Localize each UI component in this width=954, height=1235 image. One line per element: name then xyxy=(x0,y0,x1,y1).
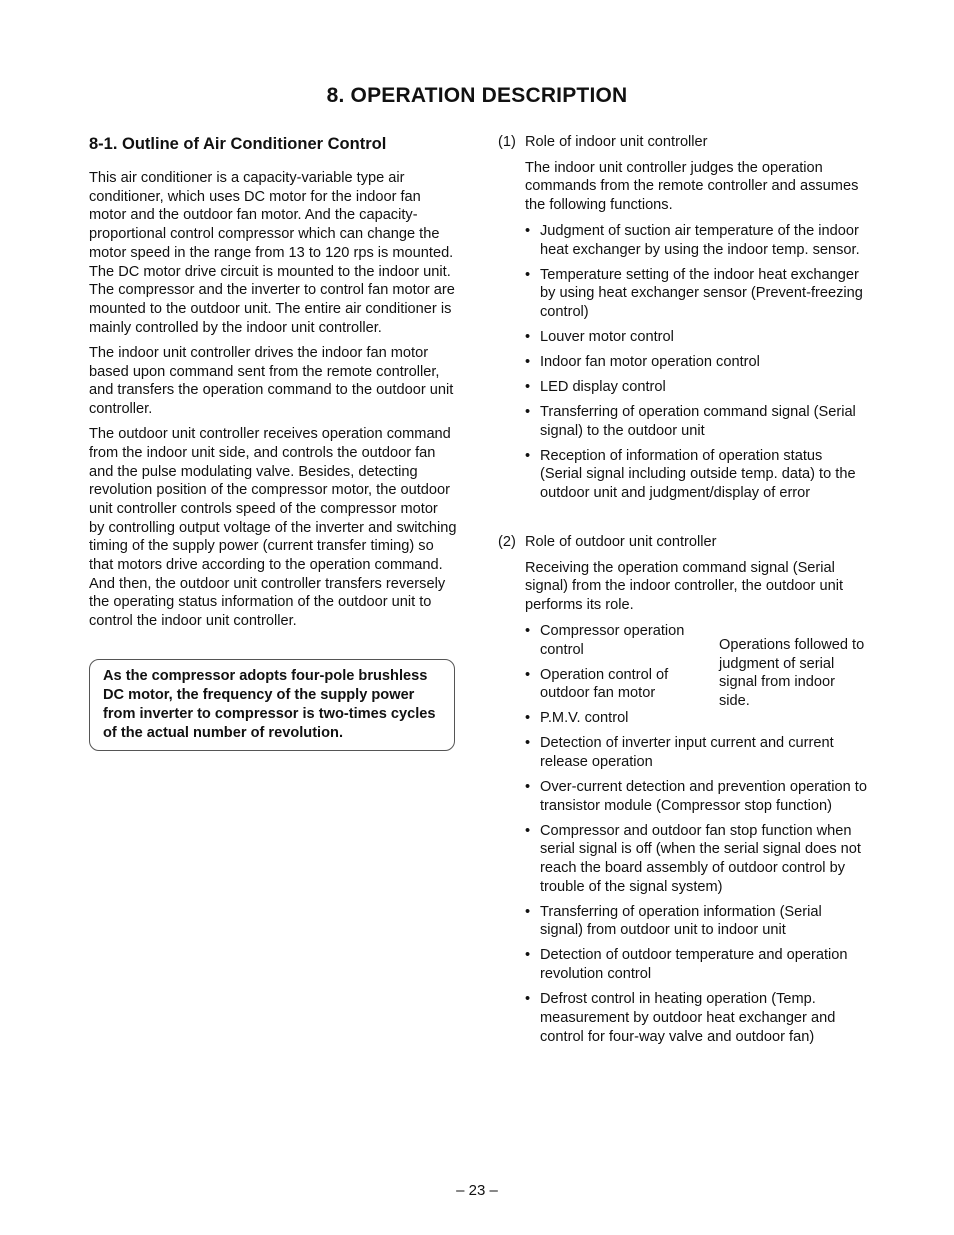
bullet-icon: • xyxy=(525,266,531,283)
list-item: • Detection of outdoor temperature and operation revolution control xyxy=(525,947,848,983)
list-item: • Transferring of operation information (Serial signal) from outdoor unit to indoor unit xyxy=(525,903,822,939)
indoor-heading-text: Role of indoor unit controller xyxy=(525,134,708,150)
bullet-icon: • xyxy=(525,822,531,839)
list-item: • Compressor operation control xyxy=(525,622,685,658)
bullet-icon: • xyxy=(525,353,531,370)
bullet-icon: • xyxy=(525,903,531,920)
list-item: • Transferring of operation command signal (Serial signal) to the outdoor unit xyxy=(525,403,856,439)
list-item: • Operation control of outdoor fan motor xyxy=(525,666,669,702)
bullet-icon: • xyxy=(525,447,531,464)
list-item: • LED display control xyxy=(525,378,666,395)
list-item: • Reception of information of operation status (Serial signal including outside temp. data) to the outdoor unit and judgment/display of error xyxy=(525,447,856,502)
list-item: • Temperature setting of the indoor heat exchanger by using heat exchanger sensor (Prevent-freezing control) xyxy=(525,266,863,320)
serial-operations-note: Operations followed to judgment of serial signal from indoor side. xyxy=(719,636,865,709)
section-heading: 8-1. Outline of Air Conditioner Control xyxy=(89,135,387,153)
outdoor-heading-text: Role of outdoor unit controller xyxy=(525,534,717,551)
list-item: • Compressor and outdoor fan stop function when serial signal is off (when the serial signal does not reach the board assembly of outdoor control by trouble of the signal system) xyxy=(525,822,861,895)
paragraph-outdoor-controller: The outdoor unit controller receives operation command from the indoor unit side, and controls the outdoor fan and the pulse modulating valve. Besides, detecting revolution position of the compressor motor, the outdoor unit controller controls speed of the compressor motor by controlling output voltage of the inverter and switching timing of the supply power (current transfer timing) so that motors drive according to the operation command. And then, the outdoor unit controller transfers reversely the operating status information of the outdoor unit to control the indoor unit controller. xyxy=(89,426,457,630)
bullet-icon: • xyxy=(525,666,531,683)
outdoor-heading-number: (2) xyxy=(498,534,516,551)
list-item: • Indoor fan motor operation control xyxy=(525,353,760,370)
outdoor-function-list xyxy=(498,734,868,1046)
indoor-heading-number: (1) xyxy=(498,134,516,150)
serial-operations-group xyxy=(498,622,868,728)
indoor-intro: The indoor unit controller judges the operation commands from the remote controller and assumes the following functions. xyxy=(525,159,859,214)
bullet-icon: • xyxy=(525,378,531,395)
indoor-function-list xyxy=(498,222,868,503)
bullet-icon: • xyxy=(525,328,531,345)
right-column xyxy=(498,133,868,1053)
bullet-icon: • xyxy=(525,778,531,795)
bullet-icon: • xyxy=(525,222,531,239)
left-column xyxy=(89,135,457,751)
page-number: – 23 – xyxy=(456,1182,498,1199)
bullet-icon: • xyxy=(525,735,531,752)
bullet-icon: • xyxy=(525,947,531,964)
compressor-note-box: As the compressor adopts four-pole brushless DC motor, the frequency of the supply power from inverter to compressor is two-times cycles of the actual number of revolution. xyxy=(89,659,455,751)
paragraph-overview: This air conditioner is a capacity-variable type air conditioner, which uses DC motor for the indoor fan motor and the outdoor fan motor. And the capacity-proportional control compressor which can change the motor speed in the range from 13 to 120 rps is mounted. The DC motor drive circuit is mounted to the indoor unit. The compressor and the inverter to control fan motor are mounted to the outdoor unit. The entire air conditioner is mainly controlled by the indoor unit controller. xyxy=(89,170,455,336)
paragraph-indoor-controller: The indoor unit controller drives the indoor fan motor based upon command sent from the remote controller, and transfers the operation command to the outdoor unit controller. xyxy=(89,344,454,417)
list-item: • Detection of inverter input current and current release operation xyxy=(525,735,834,770)
outdoor-controller-heading xyxy=(498,533,868,552)
list-item: • Judgment of suction air temperature of the indoor heat exchanger by using the indoor temp. sensor. xyxy=(525,222,860,258)
list-item: • Over-current detection and prevention operation to transistor module (Compressor stop function) xyxy=(525,778,867,814)
bullet-icon: • xyxy=(525,710,531,727)
list-item: • Louver motor control xyxy=(525,328,674,345)
indoor-controller-heading xyxy=(498,133,868,152)
bullet-icon: • xyxy=(525,403,531,420)
bullet-icon: • xyxy=(525,622,531,639)
list-item: • P.M.V. control xyxy=(525,710,629,727)
list-item: • Defrost control in heating operation (Temp. measurement by outdoor heat exchanger and control for four-way valve and outdoor fan) xyxy=(525,991,836,1045)
page-title: 8. OPERATION DESCRIPTION xyxy=(326,84,628,107)
outdoor-intro: Receiving the operation command signal (Serial signal) from the indoor controller, the outdoor unit performs its role. xyxy=(525,559,843,614)
bullet-icon: • xyxy=(525,991,531,1008)
